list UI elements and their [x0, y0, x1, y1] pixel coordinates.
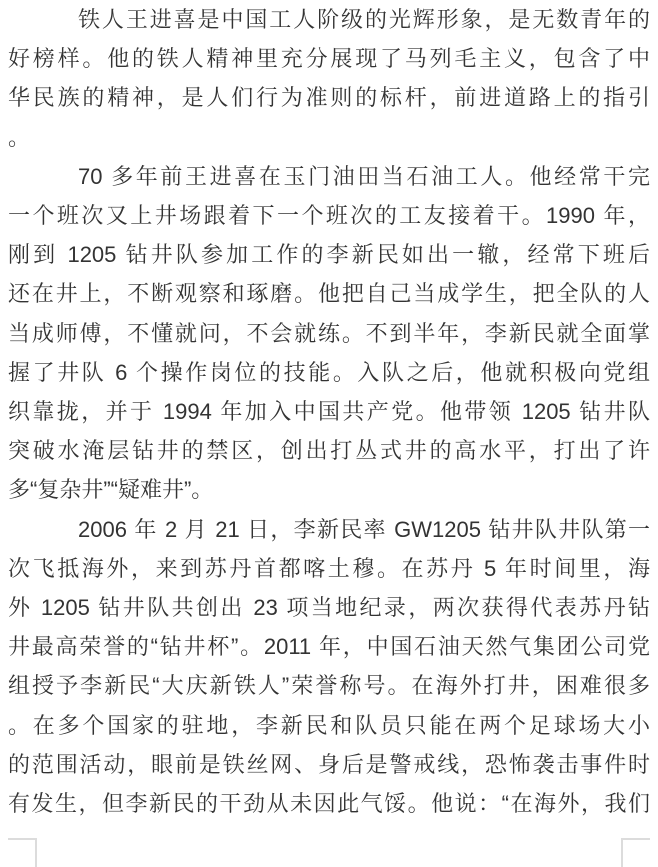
paragraph-1 — [8, 0, 650, 157]
paragraph-3 — [8, 510, 650, 824]
text-line: 。在多个国家的驻地，李新民和队员只能在两个足球场大小 — [8, 712, 650, 738]
text-line: 井最高荣誉的“钻井杯”。2011 年，中国石油天然气集团公司党 — [8, 634, 650, 660]
text-boundary-mark-left — [8, 838, 37, 867]
text-line: 握了井队 6 个操作岗位的技能。入队之后，他就积极向党组 — [8, 359, 650, 385]
text-line: 的范围活动，眼前是铁丝网、身后是警戒线，恐怖袭击事件时 — [8, 751, 650, 777]
text-line: 还在井上，不断观察和琢磨。他把自己当成学生，把全队的人 — [8, 281, 650, 307]
text-line: 突破水淹层钻井的禁区，创出打丛式井的高水平，打出了许 — [8, 438, 650, 464]
text-line: 。 — [8, 124, 31, 150]
article-text — [8, 0, 650, 823]
paragraph-2 — [8, 157, 650, 510]
text-line: 铁人王进喜是中国工人阶级的光辉形象，是无数青年的 — [78, 7, 650, 32]
text-line: 多“复杂井”“疑难井”。 — [8, 477, 214, 503]
text-line: 70 多年前王进喜在玉门油田当石油工人。他经常干完 — [78, 163, 650, 189]
text-line: 一个班次又上井场跟着下一个班次的工友接着干。1990 年， — [8, 203, 650, 229]
text-line: 外 1205 钻井队共创出 23 项当地纪录，两次获得代表苏丹钻 — [8, 595, 650, 621]
text-line: 当成师傅，不懂就问，不会就练。不到半年，李新民就全面掌 — [8, 320, 650, 346]
text-line: 好榜样。他的铁人精神里充分展现了马列毛主义，包含了中 — [8, 46, 650, 72]
text-line: 2006 年 2 月 21 日，李新民率 GW1205 钻井队井队第一 — [78, 516, 650, 542]
text-line: 华民族的精神，是人们行为准则的标杆，前进道路上的指引 — [8, 85, 650, 111]
text-line: 刚到 1205 钻井队参加工作的李新民如出一辙，经常下班后 — [8, 242, 650, 268]
text-line: 有发生，但李新民的干劲从未因此气馁。他说：“在海外，我们 — [8, 791, 650, 817]
text-line: 织靠拢，并于 1994 年加入中国共产党。他带领 1205 钻井队 — [8, 399, 650, 425]
text-boundary-mark-right — [621, 838, 650, 867]
text-line: 组授予李新民“大庆新铁人”荣誉称号。在海外打井，困难很多 — [8, 673, 650, 699]
text-line: 次飞抵海外，来到苏丹首都喀土穆。在苏丹 5 年时间里，海 — [8, 555, 650, 581]
